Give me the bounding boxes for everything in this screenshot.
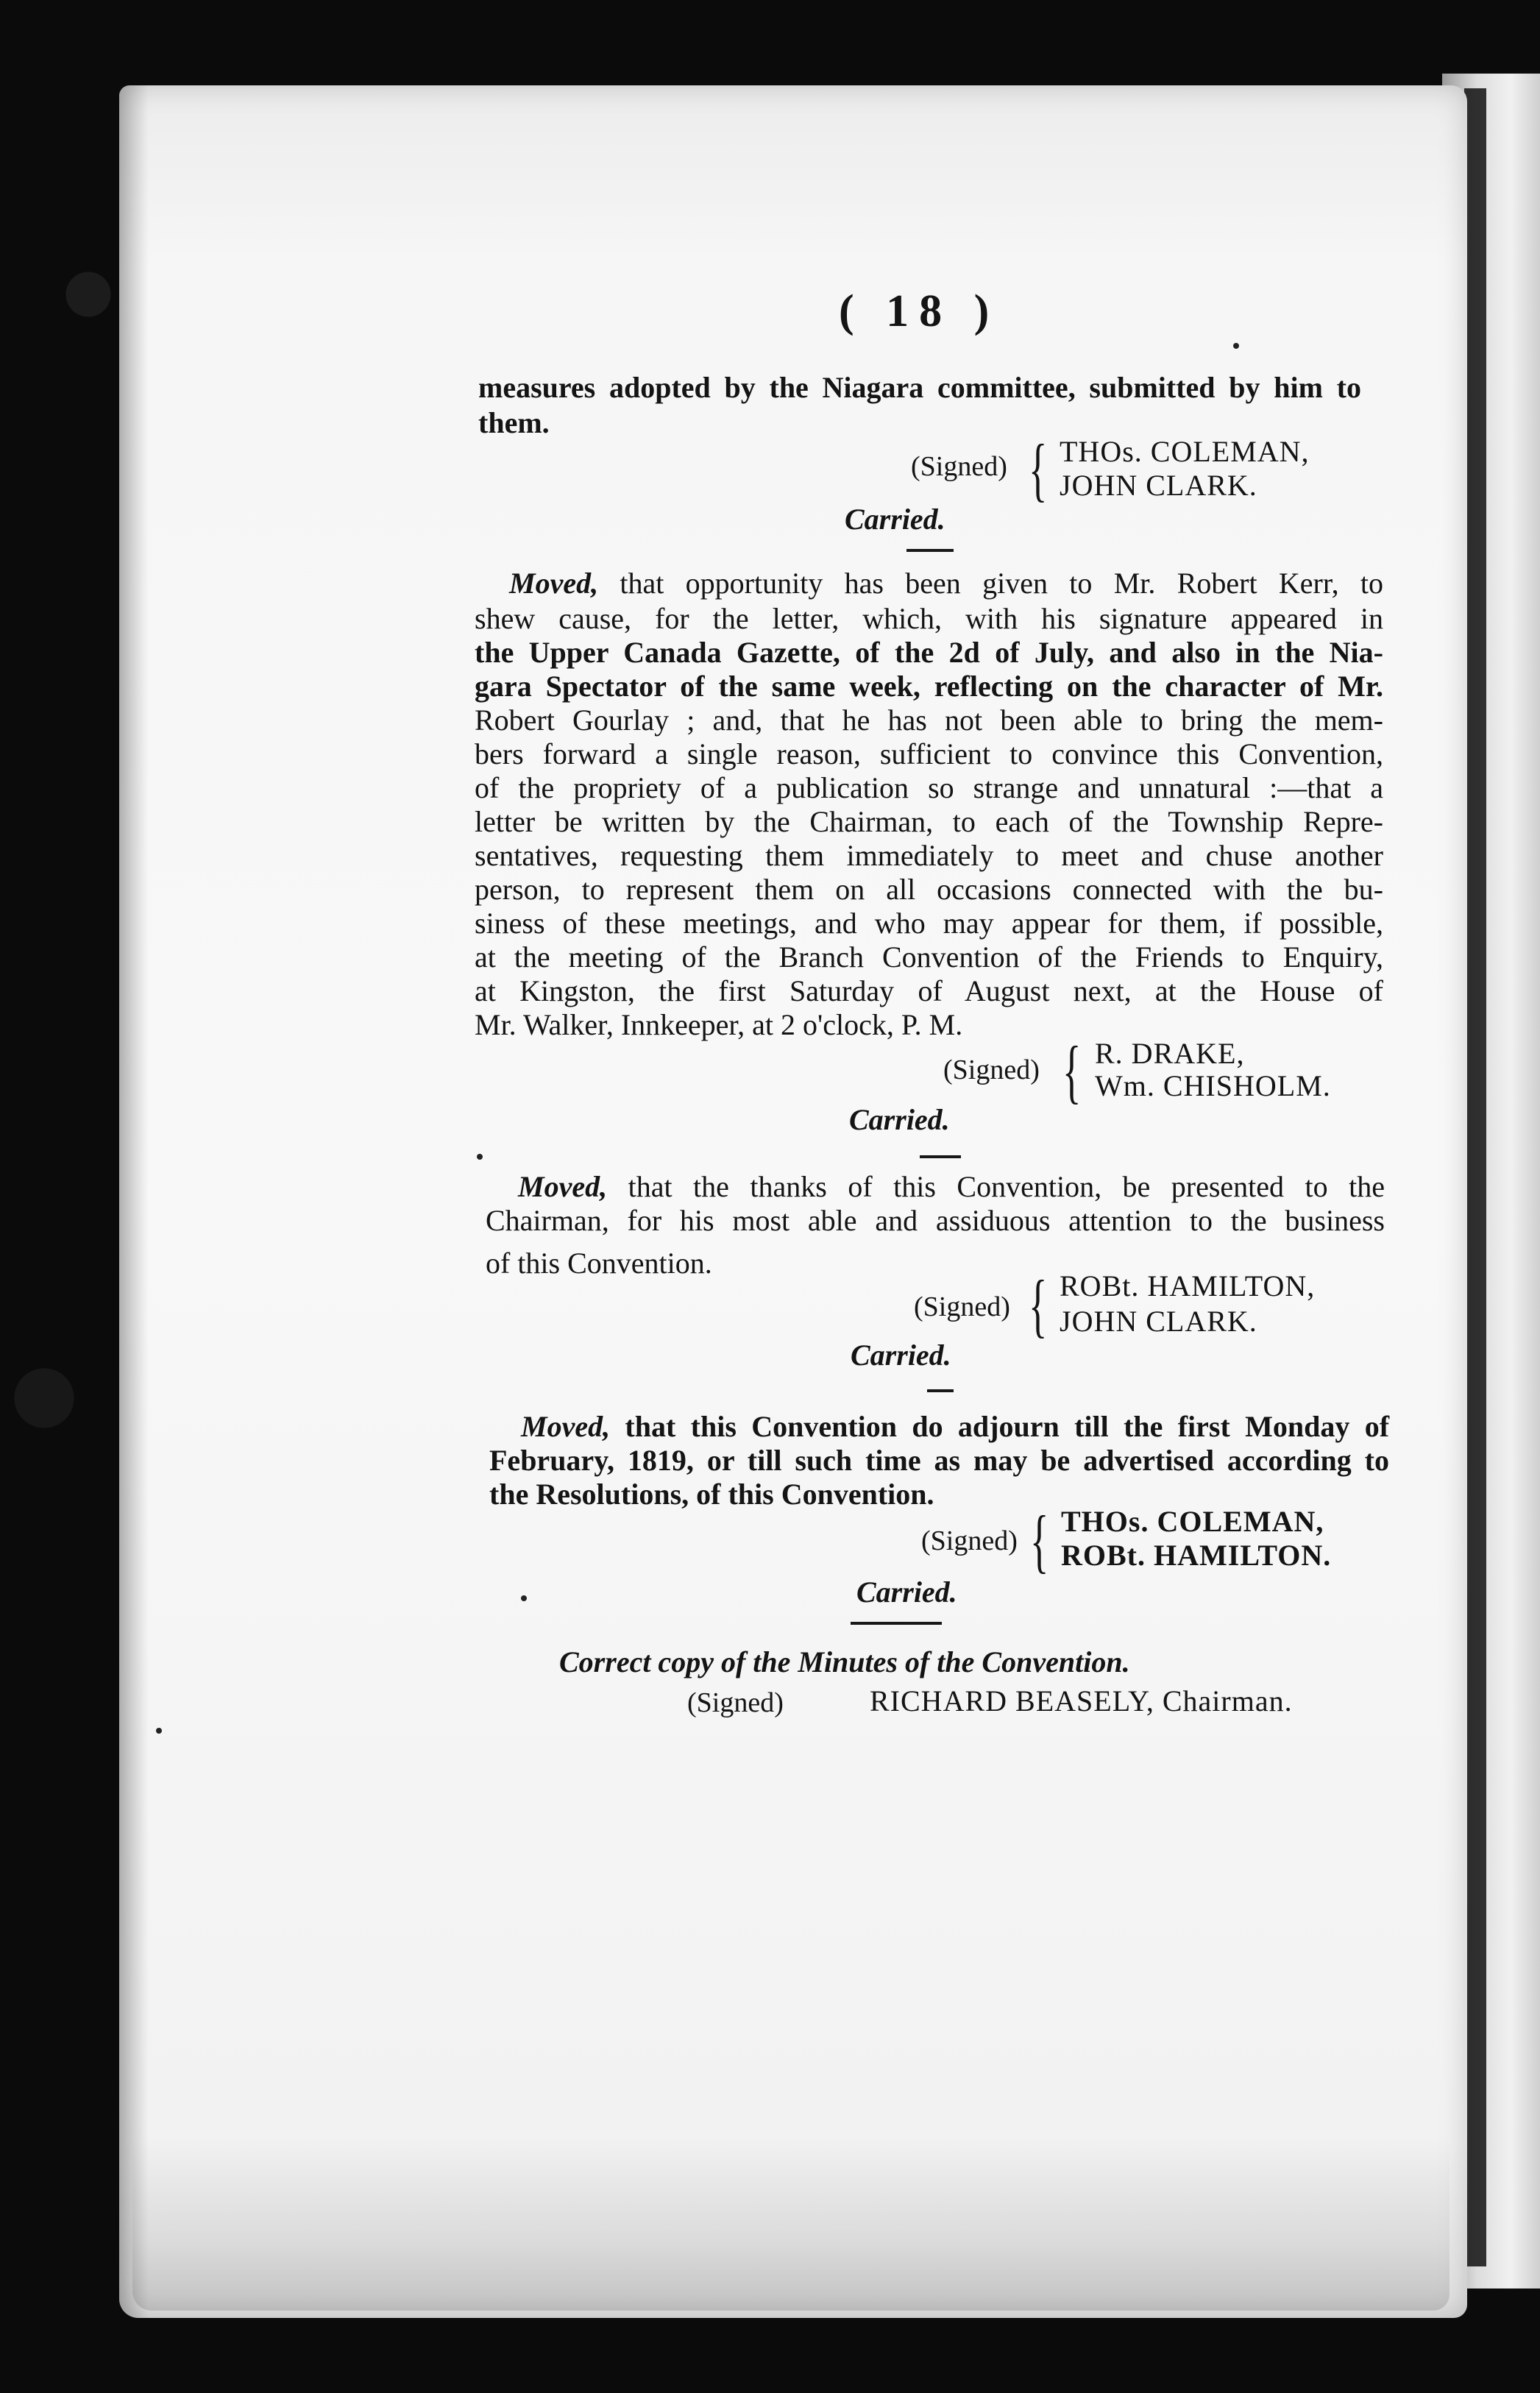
closing-signed-label: (Signed) bbox=[687, 1687, 784, 1718]
brace-1: { bbox=[1029, 430, 1048, 508]
brace-4: { bbox=[1030, 1501, 1049, 1580]
motion-4-line-1 bbox=[521, 1410, 1389, 1444]
carried-2: Carried. bbox=[849, 1103, 950, 1136]
signed-label-3: (Signed) bbox=[914, 1291, 1010, 1322]
signer-1b: JOHN CLARK. bbox=[1060, 469, 1257, 502]
separator-rule-2 bbox=[920, 1155, 961, 1158]
closing-signer: RICHARD BEASELY, Chairman. bbox=[870, 1684, 1293, 1717]
motion-3-line-1 bbox=[518, 1170, 1385, 1204]
motion-3-text-1: that the thanks of this Convention, be presented to the bbox=[628, 1170, 1385, 1203]
signer-3b: JOHN CLARK. bbox=[1060, 1305, 1257, 1338]
motion-4-text-1: that this Convention do adjourn till the first Monday of bbox=[625, 1410, 1390, 1443]
opening-line-2: them. bbox=[478, 406, 550, 439]
moved-label-2: Moved, bbox=[509, 567, 599, 600]
motion-2-line-6: bers forward a single reason, sufficient to convince this Convention, bbox=[475, 737, 1383, 770]
motion-2-line-11: siness of these meetings, and who may appear for them, if possible, bbox=[475, 907, 1383, 940]
separator-rule-3 bbox=[927, 1389, 954, 1392]
motion-2-text-1: that opportunity has been given to Mr. Robert Kerr, to bbox=[620, 567, 1383, 600]
signed-label-1: (Signed) bbox=[911, 451, 1007, 482]
signed-label-4: (Signed) bbox=[921, 1525, 1018, 1556]
ink-speck bbox=[477, 1154, 483, 1160]
motion-2-line-12: at the meeting of the Branch Convention of the Friends to Enquiry, bbox=[475, 940, 1383, 974]
moved-label-3: Moved, bbox=[518, 1170, 608, 1203]
motion-2-line-7: of the propriety of a publication so strange and unnatural :—that a bbox=[475, 771, 1383, 804]
ink-speck bbox=[156, 1728, 162, 1734]
motion-3-line-2: Chairman, for his most able and assiduous attention to the business bbox=[486, 1204, 1385, 1237]
signer-2b: Wm. CHISHOLM. bbox=[1095, 1069, 1331, 1102]
ink-speck bbox=[521, 1595, 527, 1601]
brace-3: { bbox=[1029, 1266, 1048, 1344]
signer-1a: THOs. COLEMAN, bbox=[1060, 435, 1310, 468]
signed-label-2: (Signed) bbox=[943, 1054, 1040, 1085]
motion-2-line-14: Mr. Walker, Innkeeper, at 2 o'clock, P. M. bbox=[475, 1008, 963, 1041]
opening-line-1: measures adopted by the Niagara committee, submitted by him to bbox=[478, 371, 1361, 404]
separator-rule-4 bbox=[851, 1622, 942, 1625]
motion-2-line-5: Robert Gourlay ; and, that he has not been able to bring the mem- bbox=[475, 703, 1383, 737]
motion-4-line-2: February, 1819, or till such time as may be advertised according to bbox=[489, 1444, 1389, 1477]
ink-speck bbox=[1233, 343, 1239, 349]
motion-2-line-1 bbox=[509, 567, 1383, 600]
carried-1: Carried. bbox=[845, 503, 945, 536]
separator-rule-1 bbox=[906, 549, 954, 552]
motion-2-line-13: at Kingston, the first Saturday of August next, at the House of bbox=[475, 974, 1383, 1007]
motion-4-line-3: the Resolutions, of this Convention. bbox=[489, 1478, 934, 1511]
page-number: ( 18 ) bbox=[839, 286, 1000, 336]
motion-2-line-4: gara Spectator of the same week, reflecting on the character of Mr. bbox=[475, 670, 1383, 703]
motion-2-line-8: letter be written by the Chairman, to each of the Township Repre- bbox=[475, 805, 1383, 838]
moved-label-4: Moved, bbox=[521, 1410, 611, 1443]
signer-3a: ROBt. HAMILTON, bbox=[1060, 1269, 1316, 1302]
signer-4b: ROBt. HAMILTON. bbox=[1061, 1539, 1332, 1572]
signer-4a: THOs. COLEMAN, bbox=[1061, 1505, 1324, 1538]
motion-2-line-2: shew cause, for the letter, which, with his signature appeared in bbox=[475, 602, 1383, 635]
motion-3-line-3: of this Convention. bbox=[486, 1247, 712, 1280]
brace-2: { bbox=[1062, 1032, 1082, 1110]
motion-2-line-9: sentatives, requesting them immediately to meet and chuse another bbox=[475, 839, 1383, 872]
carried-4: Carried. bbox=[856, 1575, 957, 1609]
carried-3: Carried. bbox=[851, 1339, 951, 1372]
motion-2-line-10: person, to represent them on all occasions connected with the bu- bbox=[475, 873, 1383, 906]
motion-2-line-3: the Upper Canada Gazette, of the 2d of July, and also in the Nia- bbox=[475, 636, 1383, 669]
signer-2a: R. DRAKE, bbox=[1095, 1037, 1245, 1070]
closing-attestation: Correct copy of the Minutes of the Convention. bbox=[559, 1645, 1130, 1678]
